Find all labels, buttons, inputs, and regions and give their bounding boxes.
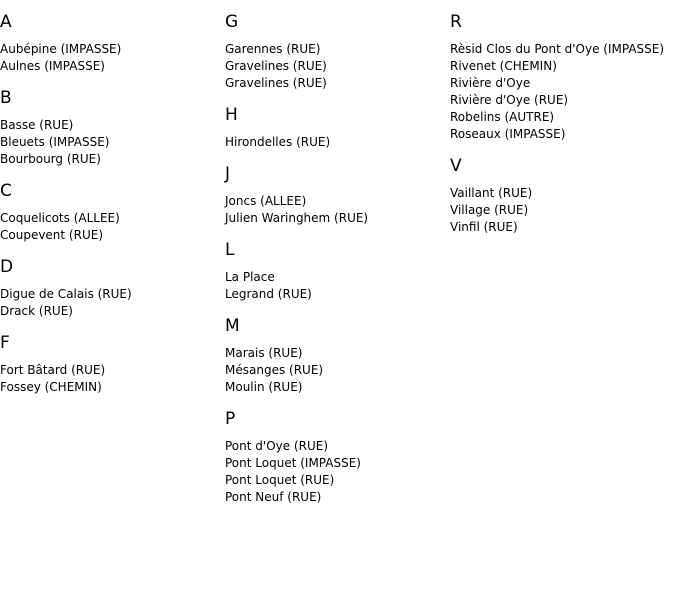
street-item: Fossey (CHEMIN): [0, 380, 102, 394]
letter-section: [0, 332, 222, 396]
street-item: Moulin (RUE): [225, 380, 303, 394]
section-letter-heading: L: [225, 240, 235, 260]
letter-section: [450, 11, 672, 143]
letter-section: [0, 256, 222, 320]
street-list: [0, 362, 222, 396]
street-item: Pont d'Oye (RUE): [225, 439, 329, 453]
street-item: Vinfil (RUE): [450, 220, 518, 234]
street-item: Gravelines (RUE): [225, 76, 327, 90]
letter-section: [0, 87, 222, 168]
section-letter-heading: R: [450, 12, 462, 32]
section-letter-heading: P: [225, 409, 236, 429]
street-index-column-1: [0, 0, 222, 408]
letter-section: [0, 11, 222, 75]
street-item: Aubépine (IMPASSE): [0, 42, 122, 56]
section-letter-heading: F: [0, 333, 10, 353]
street-item: Robelins (AUTRE): [450, 110, 555, 124]
section-letter-heading: D: [0, 257, 14, 277]
section-letter-heading: C: [0, 181, 12, 201]
section-letter-heading: V: [450, 156, 462, 176]
street-item: Pont Loquet (IMPASSE): [225, 456, 361, 470]
street-item: Mésanges (RUE): [225, 363, 324, 377]
street-item: Roseaux (IMPASSE): [450, 127, 566, 141]
street-item: Bourbourg (RUE): [0, 152, 101, 166]
street-list: [225, 41, 447, 92]
street-item: Joncs (ALLEE): [225, 194, 307, 208]
street-item: Garennes (RUE): [225, 42, 321, 56]
section-letter-heading: A: [0, 12, 12, 32]
street-index-column-3: [450, 0, 672, 248]
street-item: Legrand (RUE): [225, 287, 312, 301]
street-item: Marais (RUE): [225, 346, 303, 360]
street-list: [225, 345, 447, 396]
street-list: [225, 269, 447, 303]
street-item: Bleuets (IMPASSE): [0, 135, 110, 149]
street-item: Pont Loquet (RUE): [225, 473, 335, 487]
street-item: Pont Neuf (RUE): [225, 490, 322, 504]
street-item: Julien Waringhem (RUE): [225, 211, 369, 225]
street-item: Rivenet (CHEMIN): [450, 59, 557, 73]
street-index-column-2: [225, 0, 447, 518]
street-list: [450, 185, 672, 236]
street-item: Vaillant (RUE): [450, 186, 533, 200]
street-list: [225, 193, 447, 227]
letter-section: [225, 11, 447, 92]
street-list: [225, 134, 447, 151]
street-item: Drack (RUE): [0, 304, 73, 318]
section-letter-heading: G: [225, 12, 239, 32]
street-list: [0, 117, 222, 168]
street-item: La Place: [225, 270, 275, 284]
street-list: [450, 41, 672, 143]
street-item: Aulnes (IMPASSE): [0, 59, 105, 73]
street-item: Rivière d'Oye: [450, 76, 531, 90]
section-letter-heading: H: [225, 105, 238, 125]
street-item: Rivière d'Oye (RUE): [450, 93, 569, 107]
letter-section: [225, 315, 447, 396]
street-item: Gravelines (RUE): [225, 59, 327, 73]
street-list: [0, 286, 222, 320]
letter-section: [450, 155, 672, 236]
section-letter-heading: B: [0, 88, 12, 108]
street-item: Hirondelles (RUE): [225, 135, 331, 149]
letter-section: [225, 239, 447, 303]
street-item: Coupevent (RUE): [0, 228, 104, 242]
street-item: Digue de Calais (RUE): [0, 287, 132, 301]
street-item: Rèsid Clos du Pont d'Oye (IMPASSE): [450, 42, 665, 56]
letter-section: [225, 408, 447, 506]
letter-section: [225, 104, 447, 151]
street-list: [225, 438, 447, 506]
section-letter-heading: J: [225, 164, 231, 184]
street-list: [0, 41, 222, 75]
section-letter-heading: M: [225, 316, 240, 336]
street-item: Basse (RUE): [0, 118, 74, 132]
street-item: Fort Bâtard (RUE): [0, 363, 106, 377]
street-list: [0, 210, 222, 244]
letter-section: [225, 163, 447, 227]
letter-section: [0, 180, 222, 244]
street-item: Coquelicots (ALLEE): [0, 211, 120, 225]
street-item: Village (RUE): [450, 203, 529, 217]
